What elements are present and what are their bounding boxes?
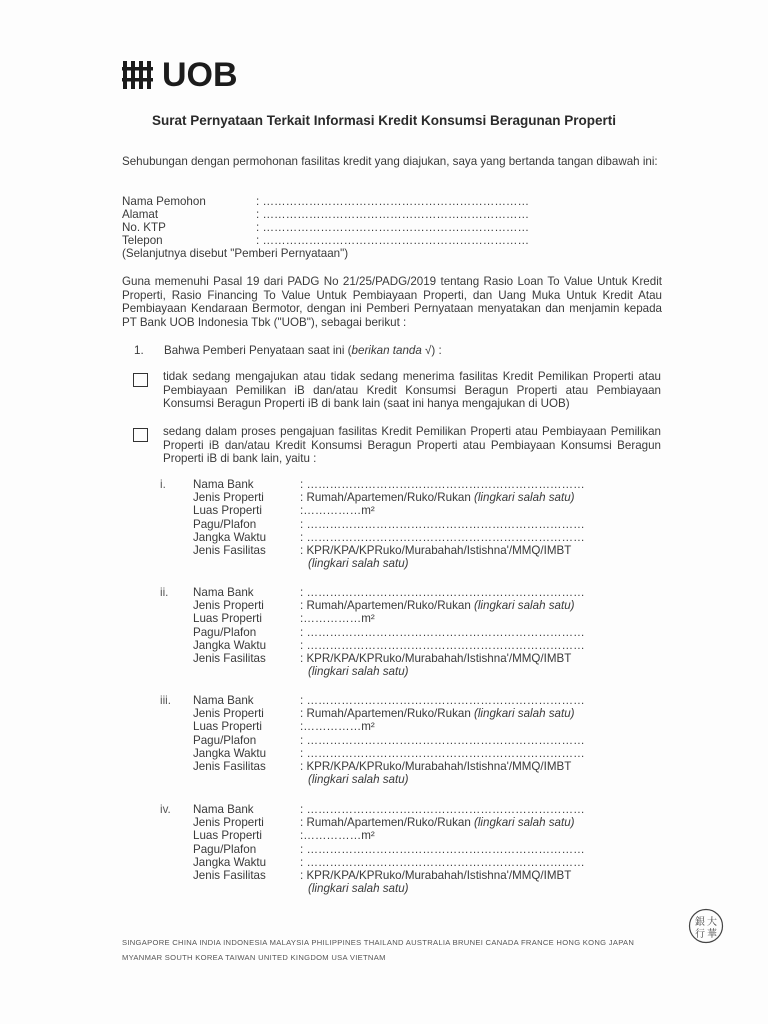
- fasilitas-note: (lingkari salah satu): [308, 557, 409, 571]
- seal-char-3: 行: [695, 929, 705, 940]
- entry-field-label: Jenis Fasilitas: [193, 544, 266, 557]
- point-text-start: Bahwa Pemberi Penyataan saat ini (: [164, 344, 352, 357]
- entry-field-value[interactable]: : KPR/KPA/KPRuko/Murabahah/Istishna'/MMQ/IMBT: [300, 544, 572, 557]
- uob-seal-icon: [688, 908, 724, 944]
- entry-field-value[interactable]: : ………………………………………………………………: [300, 803, 585, 816]
- option-not-applying-text: tidak sedang mengajukan atau tidak sedang menerima fasilitas Kredit Pemilikan Properti atau Pembiayaan Pemilikan iB dan/atau Kredit Konsumsi Beragun Properti atau Pembiayaan Konsumsi Beragun Properti iB di bank lain (saat ini hanya mengajukan di UOB): [163, 370, 661, 411]
- entry-field-label: Pagu/Plafon: [193, 517, 257, 531]
- footer-countries-line2: MYANMAR SOUTH KOREA TAIWAN UNITED KINGDOM USA VIETNAM: [122, 953, 386, 962]
- entry-field-label: Jangka Waktu: [193, 855, 267, 869]
- entry-field-label: Luas Properti: [193, 720, 262, 734]
- field-label-alamat: Alamat: [122, 208, 159, 221]
- entry-field-label: Jenis Fasilitas: [193, 652, 266, 665]
- selanjutnya-note: (Selanjutnya disebut "Pemberi Pernyataan"): [122, 247, 349, 260]
- entry-field-label: Jangka Waktu: [193, 530, 267, 544]
- fasilitas-note: (lingkari salah satu): [308, 773, 409, 787]
- entry-field-value[interactable]: : ………………………………………………………………: [300, 733, 585, 747]
- entry-field-label: Jenis Properti: [193, 816, 264, 830]
- entry-field-label: Nama Bank: [193, 803, 254, 816]
- guna-paragraph: Guna memenuhi Pasal 19 dari PADG No 21/25/PADG/2019 tentang Rasio Loan To Value Untuk Kredit Properti, Rasio Financing To Value Untuk Pembiayaan Properti, dan Uang Muka Untuk Kredit Atau Pembiayaan Kendaraan Bermotor, dengan ini Pemberi Pernyataan menyatakan dan menjamin kepada PT Bank UOB Indonesia Tbk ("UOB"), sebagai berikut :: [122, 275, 662, 329]
- entry-field-value[interactable]: [300, 491, 575, 504]
- entry-field-value[interactable]: [300, 707, 575, 720]
- jenis-properti-note: (lingkari salah satu): [474, 599, 575, 613]
- jenis-properti-options: : Rumah/Apartemen/Ruko/Rukan: [300, 599, 474, 613]
- entry-field-value[interactable]: : ………………………………………………………………: [300, 855, 585, 869]
- fasilitas-note: (lingkari salah satu): [308, 882, 409, 896]
- uob-logo-mark-icon: [122, 61, 156, 89]
- entry-field-value[interactable]: : ………………………………………………………………: [300, 478, 585, 491]
- entry-field-value[interactable]: : ………………………………………………………………: [300, 517, 585, 531]
- uob-logo: [122, 58, 238, 92]
- point-text: [164, 344, 442, 358]
- entry-field-value[interactable]: : ………………………………………………………………: [300, 586, 585, 599]
- seal-char-4: 華: [707, 929, 717, 940]
- option-applying-text: sedang dalam proses pengajuan fasilitas Kredit Pemilikan Properti atau Pembiayaan Pemilikan Properti iB dan/atau Kredit Konsumsi Beragun Properti atau Pembiayaan Konsumsi Beragun Properti iB di bank lain, yaitu :: [163, 425, 661, 466]
- entry-field-value[interactable]: : ………………………………………………………………: [300, 694, 585, 707]
- point-text-italic: berikan tanda √: [351, 344, 432, 357]
- entry-field-value[interactable]: : ………………………………………………………………: [300, 638, 585, 652]
- jenis-properti-note: (lingkari salah satu): [474, 816, 575, 830]
- entry-field-label: Jenis Properti: [193, 491, 264, 505]
- intro-paragraph: Sehubungan dengan permohonan fasilitas kredit yang diajukan, saya yang bertanda tangan dibawah ini:: [122, 155, 658, 168]
- jenis-properti-options: : Rumah/Apartemen/Ruko/Rukan: [300, 816, 474, 830]
- entry-field-label: Pagu/Plafon: [193, 625, 257, 639]
- entry-field-label: Luas Properti: [193, 612, 262, 626]
- entry-number: i.: [160, 478, 166, 491]
- jenis-properti-note: (lingkari salah satu): [474, 491, 575, 505]
- footer-countries-line1: SINGAPORE CHINA INDIA INDONESIA MALAYSIA PHILIPPINES THAILAND AUSTRALIA BRUNEI CANADA FRANCE HONG KONG JAPAN: [122, 938, 635, 947]
- jenis-properti-note: (lingkari salah satu): [474, 707, 575, 721]
- entry-field-label: Luas Properti: [193, 829, 262, 843]
- entry-number: iii.: [160, 694, 171, 707]
- jenis-properti-options: : Rumah/Apartemen/Ruko/Rukan: [300, 491, 474, 505]
- entry-field-value[interactable]: :……………m²: [300, 720, 375, 734]
- entry-field-label: Jenis Fasilitas: [193, 869, 266, 882]
- entry-field-value[interactable]: :……………m²: [300, 612, 375, 626]
- entry-field-value[interactable]: : KPR/KPA/KPRuko/Murabahah/Istishna'/MMQ/IMBT: [300, 652, 572, 665]
- entry-field-value[interactable]: : ………………………………………………………………: [300, 625, 585, 639]
- point-text-end: ) :: [431, 344, 442, 357]
- entry-field-value[interactable]: [300, 599, 575, 612]
- entry-field-value[interactable]: : ………………………………………………………………: [300, 530, 585, 544]
- entry-field-value[interactable]: :……………m²: [300, 829, 375, 843]
- jenis-properti-options: : Rumah/Apartemen/Ruko/Rukan: [300, 707, 474, 721]
- entry-field-value[interactable]: : KPR/KPA/KPRuko/Murabahah/Istishna'/MMQ/IMBT: [300, 760, 572, 773]
- field-value-alamat[interactable]: : ……………………………………………………………: [256, 208, 530, 221]
- fasilitas-note: (lingkari salah satu): [308, 665, 409, 679]
- entry-field-value[interactable]: : ………………………………………………………………: [300, 746, 585, 760]
- entry-field-label: Nama Bank: [193, 478, 254, 491]
- field-value-no-ktp[interactable]: : ……………………………………………………………: [256, 221, 530, 234]
- entry-field-label: Nama Bank: [193, 586, 254, 599]
- field-value-telepon[interactable]: : ……………………………………………………………: [256, 234, 530, 247]
- entry-field-value[interactable]: : KPR/KPA/KPRuko/Murabahah/Istishna'/MMQ/IMBT: [300, 869, 572, 882]
- entry-field-label: Luas Properti: [193, 504, 262, 518]
- seal-char-2: 大: [707, 917, 717, 928]
- document-title: Surat Pernyataan Terkait Informasi Kredit Konsumsi Beragunan Properti: [151, 113, 617, 128]
- seal-char-1: 銀: [695, 917, 705, 928]
- entry-field-label: Jangka Waktu: [193, 746, 267, 760]
- option-applying-checkbox[interactable]: [133, 428, 148, 442]
- entry-field-label: Nama Bank: [193, 694, 254, 707]
- logo-text: UOB: [162, 56, 238, 94]
- entry-field-label: Jenis Fasilitas: [193, 760, 266, 773]
- entry-field-value[interactable]: : ………………………………………………………………: [300, 842, 585, 856]
- entry-field-label: Jenis Properti: [193, 707, 264, 721]
- entry-field-label: Jangka Waktu: [193, 638, 267, 652]
- entry-field-value[interactable]: :……………m²: [300, 504, 375, 518]
- entry-number: iv.: [160, 803, 171, 816]
- entry-number: ii.: [160, 586, 169, 599]
- entry-field-label: Jenis Properti: [193, 599, 264, 613]
- point-number: 1.: [134, 344, 144, 357]
- option-not-applying-checkbox[interactable]: [133, 373, 148, 387]
- field-label-telepon: Telepon: [122, 234, 163, 247]
- entry-field-value[interactable]: [300, 816, 575, 829]
- field-label-nama-pemohon: Nama Pemohon: [122, 195, 206, 208]
- field-value-nama-pemohon[interactable]: : ……………………………………………………………: [256, 195, 530, 208]
- field-label-no-ktp: No. KTP: [122, 221, 166, 234]
- entry-field-label: Pagu/Plafon: [193, 842, 257, 856]
- entry-field-label: Pagu/Plafon: [193, 733, 257, 747]
